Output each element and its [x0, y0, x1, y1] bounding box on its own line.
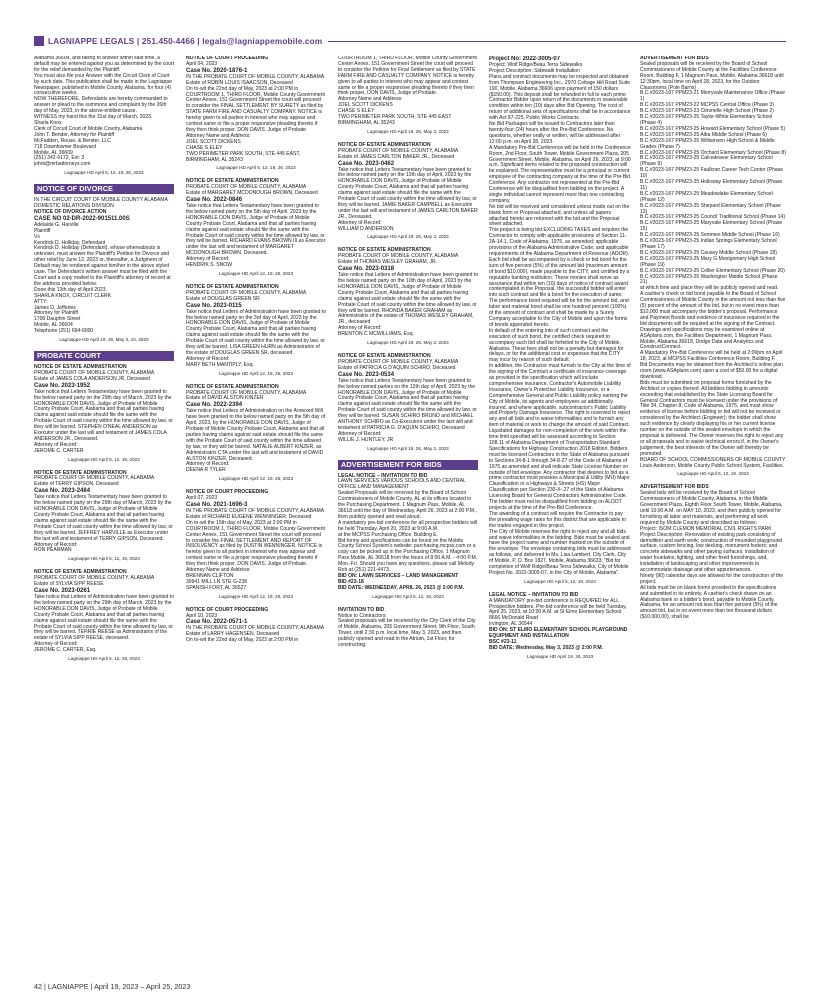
notice-line: NOTICE OF COURT PROCEEDING [186, 606, 269, 613]
notice-line: Estate of JAMES COLA ANDERSON JR, Deceased [34, 375, 150, 382]
publication-stamp: Lagniappe HD April 19, 26, May 3, 2023 [367, 234, 449, 240]
notice-line: Case No. 2023-0462 [338, 160, 395, 167]
notice-line: NOTICE OF ESTATE ADMINISTRATION [338, 352, 431, 359]
legal-notice [34, 56, 174, 176]
notice-line: April 10, 2023 [186, 612, 218, 619]
legal-notice [186, 285, 326, 377]
notice-line: B.C.#2023-167 PPM23-25 Maryvale Elementary School (Phase 15) [640, 220, 783, 233]
notice-line: Estate of RICHARD EUGENE WENNINGER, Deceased [186, 513, 312, 520]
notice-line: Attorney of Record: [34, 541, 78, 548]
publication-stamp: Lagniappe HD April 5, 12, 19, 2023 [524, 578, 596, 584]
header-square-icon [34, 36, 44, 46]
legal-notice [489, 56, 631, 585]
notice-line: Take notice that Letters Testamentary have been granted to the below named parties on the 12th day of April, 2023 by the HONORABLE DON DAVIS, Judge of Probate of Mobile County Probate Court, Alabama and that all parties having claims against said estate should file the same with the Probate Court of said county within the time allowed by law, or they will be barred. SUSAN SCHIRO BRUNO and MICHAEL ANTHONY SCHIRO as Co-Executors under the last will and testament of PATRICIA G. D'AQUIN SCHIRO, Deceased [338, 377, 477, 431]
publication-stamp: Lagniappe HD April 12, 19, 26, 2023 [218, 370, 294, 376]
notice-line: Sealed bids will be received by the Board of School Commissioners of Mobile County, Alabama, in the Middle Government Plaza, Eighth Floor South Tower, Mobile, Alabama, until 10:00 A.M. on MAY 10, 2023, and then publicly opened for furnishing all labor and materials, and performing all work required by Mobile County and described as follows: [640, 490, 783, 526]
notice-line: Mobile, AL 36604 [34, 322, 73, 329]
notice-line: Estate of SYLVIA SIPP REESE [34, 581, 104, 588]
notice-line: HENDRIK S. SNOW [186, 262, 232, 269]
notice-line: RON PEARMAN [34, 547, 72, 554]
notice-line: In addition, the Contractor must furnish to the City at the time of the signing of the Contract a certificate of insurance coverage as provided in the specification which will include comprehensive insurance, Contractor's Automobile Liability Insurance, Owner's Protective Liability Insurance, or a Comprehensive General and Public Liability policy naming the City of Mobile, its agents and employees as additionally insured, and where applicable, subcontractor's Public Liability and Property Damage Insurance. The right is reserved to reject any and all bids and to waive informalities and to furnish any item of material or work to change the amount of said Contract. Liquidated damages for non-completion of the work within the time limit specified will be assessed according to Section 108.11 of Alabama Department of Transportation Standard Specifications for Highway Construction 2018 Edition. Bidders must be licensed Contractors in the State of Alabama pursuant to Sections 34-8-1 through 34-8-27 of the Code of Alabama of 1975 as amended and shall indicate State License Number on outside of bid envelope. Any contractor that desires to bid as a prime contractor must possess a Municipal & Utility (MU) Major Classification or a Highways & Streets (HS) Major Classification per Section 230-X-.27 of the State of Alabama Licensing Board for General Contractors Administrative Code. The bidder must not be disqualified from bidding on ALDOT projects at the time of the Pre-Bid Conference. [489, 363, 631, 511]
notice-line: B.C.#2023-167 PPM23-25 Council Traditional School (Phase 14) [640, 214, 786, 221]
notice-line: A Mandatory Pre-Bid Conference will be held in the Conference Room, 2nd Floor, South Tower, Mobile Government Plaza, 205 Government Street, Mobile, Alabama, on April 26, 2023, at 9:00 a.m. Significant items related to the proposed construction will be explained. The representative must be a principal or current employee of the contracting company at the time of the Pre-Bid Conference. Any contractor not represented at the Pre-Bid Conference will be disqualified from bidding on the project. A single individual cannot represent more than one contracting company. [489, 144, 631, 204]
notice-line: COURTROOM 1, THIRD FLOOR, Mobile County Government Center Annex, 151 Government Street the court will proceed to consider the Petition for Final Settlement as filed by STATE FARM FIRE AND CASUALTY COMPANY. NOTICE is hereby given to all parties in interest who may appear and contest same or file a proper responsive pleading thereto if they then think proper. DON DAVIS, Judge of Probate. [338, 56, 477, 97]
notice-line: Bid Documents may be obtained from the Architect's online plan room (www.ASAplans.com) upon a cost of $50.00 for a digital download. [640, 362, 783, 380]
notice-line: Attorney Name and Address: [338, 96, 403, 103]
notice-line: Louis Anderson, Mobile County Public School System, Facilities. [640, 462, 784, 469]
legal-notice [34, 570, 174, 662]
publication-stamp: Lagniappe HD April 5, 12, 19, 2023 [68, 456, 140, 462]
notice-line: Take notice that Letters of Administration have been granted to the below named party on the 10th day of April, 2023 by the HONORABLE DON DAVIS, Judge of Probate of Mobile County Probate Court, Alabama and that all parties having claims against said estate should file the same with the Probate Court of said county within the time allowed by law, or they will be barred. RHONDA BAKER GRAHAM as Administratrix of the estate of THOMAS WESLEY GRAHAM, JR., deceased [338, 272, 478, 326]
notice-line: Bid forms and specifications can be found on the Mobile County School System's website: purchasing.mcpss.com or a copy can be picked up in the Purchasing Office, 1 Magnum Pass Mobile, AL 36618 from the hours of 8:00 A.M. - 4:00 P.M. [338, 537, 478, 562]
section-heading-divorce: NOTICE OF DIVORCE [34, 184, 174, 194]
notice-line: Project Description: Sidewalk Installation [489, 67, 580, 74]
legal-notice [640, 56, 786, 477]
notice-line: Estate of ROBIN LOUIS ISAACSON, Deceased [186, 79, 293, 86]
notice-line: NOTICE OF ESTATE ADMINISTRATION [186, 283, 279, 290]
notice-line: BRENNAN CLIFTON [186, 572, 234, 579]
notice-line: B.C.#2023-167 PPM23-25 Calcedeaver Elementary School (Phase 9) [640, 155, 773, 168]
column-1 [34, 56, 174, 968]
notice-line: Take notice that Letters of Administration have been granted to the below named party on the 29th day of March, 2023 by the HONORABLE DON DAVIS, Judge of Probate of Mobile County Probate Court, Alabama and that all parties having claims against said estate should file the same with the Probate Court of said county within the time allowed by law, or they will be barred. TERRIE REESE as Administratrix of the estate of SYLVIA SIPP REESE, deceased. [34, 593, 174, 642]
notice-line: Case No. 2023-2484 [34, 488, 91, 495]
notice-line: Kendrick D. Holliday, Defendant [34, 239, 106, 246]
notice-line: 718 Downtowner Boulevard [34, 143, 97, 150]
notice-line: NOTICE OF COURT PROCEEDING [186, 56, 269, 61]
notice-line: B.C.#2023-167 PPM23-25 Semmes Middle School (Phase 16) [640, 232, 780, 239]
notice-line: BOARD OF SCHOOL COMMISSIONERS OF MOBILE COUNTY [640, 456, 786, 463]
notice-line: Vs [34, 233, 40, 240]
notice-line: B.C.#2023-167 PPM23-25 Taylor-White Elementary School (Phase 4) [640, 114, 773, 126]
column-5 [640, 56, 786, 968]
notice-line: B.C.#2023-167 PPM23-25 Mary G Montgomery High School (Phase 19) [640, 255, 776, 268]
notice-line: BSC #23-11 [489, 639, 517, 645]
notice-line: JEROME C. CARTER [34, 447, 84, 454]
publication-stamp: Lagniappe HD April 5, 12, 19, 2023 [68, 556, 140, 562]
notice-line: Done this 13th day of April 2023. [34, 286, 107, 293]
notice-line: BID ON: ST ELMO ELEMENTARY SCHOOL PLAYGROUND EQUIPMENT AND INSTALLATION [489, 627, 628, 640]
notice-line: PROBATE COURT OF MOBILE COUNTY, ALABAMA [338, 253, 459, 260]
notice-line: Sharla Knox [34, 119, 62, 126]
column-2 [186, 56, 326, 968]
notice-line: JOEL SCOTT DICKENS [338, 102, 393, 109]
legal-notice [34, 471, 174, 563]
notice-line: B.C.#2023-167 PPM23-25 Shepard Elementary School (Phase 13) [640, 202, 781, 215]
notice-line: Case No. 2023-0261 [34, 587, 91, 594]
section-heading-probate: PROBATE COURT [34, 351, 174, 361]
notice-line: LEGAL NOTICE – INVITATION TO BID [338, 472, 428, 479]
legal-notice [186, 179, 326, 277]
notice-line: at which time and place they will be publicly opened and read. [640, 285, 779, 292]
publication-stamp: Lagniappe HD April 19, 26, May 3, 2023 [367, 128, 449, 134]
notice-line: Take notice that Letters Testamentary have been granted to the below named party on the 5th day of April, 2023 by the HONORABLE DON DAVIS, Judge of Probate of Mobile County Probate Court, Alabama and that all parties having claims against said estate should file the same with the Probate Court of said county within the time allowed by law, or they will be barred. RICHARD EVANS BROWN III as Executor under the last will and testament of MARGARET MCDONOUGH BROWN, Deceased. [186, 203, 326, 257]
legal-notice [34, 198, 174, 343]
notice-line: John T. Bender, Attorney for Plaintiff [34, 131, 115, 138]
notice-line: B.C.#2023-167 PPM23-23 Citronelle High School (Phase 2) [640, 108, 774, 115]
publication-stamp: Lagniappe HD April 19, 26, May 3, 2023 [367, 445, 449, 451]
notice-line: B.C.#2023-167 PPM23-25 Faulkner Career Tech Center (Phase 10) [640, 167, 783, 180]
publication-stamp: Lagniappe HD April 19, 26, May 3, 2023 [367, 340, 449, 346]
notice-line: BID DATE: WEDNESDAY, APRIL 26, 2023 @ 2:00 P.M. [338, 584, 464, 591]
notice-line: B.C.#2023-167 PPM23-25 Williamson High School & Middle Grades (Phase 7) [640, 137, 775, 150]
notice-line: Take notice that Letters Testamentary have been granted to the below named party on the 29th day of March, 2023 by the HONORABLE DON DAVIS, Judge of Probate of Mobile County Probate Court, Alabama and that all parties having claims against said estate should file the same with the Probate Court of said county within the time allowed by law, or they will be barred. JEFFREY HARVILLE as Executor under the last will and testament of TERRY GIPSON, Deceased. [34, 494, 173, 542]
page-footer: 42 | LAGNIAPPE | April 19, 2023 – April 25, 2023 [34, 982, 191, 991]
notice-line: BIRMINGHAM, AL 35243 [338, 119, 395, 126]
notice-line: 30941 MILL LN STE G-238 [186, 578, 247, 585]
notice-line: johnt@mrbattorneys.com [34, 161, 91, 168]
notice-line: Case No. 2023-0534 [338, 371, 395, 378]
notice-line: NOW THEREFORE, Defendants are hereby commanded to answer or plead to the summons and complaint by the 26th day of May, 2023, in the above-entitled cause. [34, 96, 168, 115]
notice-line: ADVERTISEMENT FOR BIDS [640, 56, 709, 61]
notice-line: Attorney Name and Address: [186, 567, 251, 574]
legal-notice [186, 490, 326, 599]
notice-line: Case No. 2022-0846 [186, 197, 243, 204]
notice-line: Project No: 2022-3005-07 [489, 56, 561, 62]
notice-line: Estate of MARGARET MCDONOUGH BROWN, Deceased [186, 190, 318, 197]
notice-line: B.C.#2023-167 PPM23-22 MCPSS Central Office (Phase 3) [640, 102, 774, 109]
notice-line: TWO PERIMETER PARK SOUTH, STE 445 EAST, BIRMINGHAM, AL 35243 [186, 150, 301, 163]
notice-line: McFadden, Rouse, & Bender, LLC [34, 137, 111, 144]
notice-line: Sealed Proposals will be received by the Board of School Commissioners of Mobile County, AL at its offices located in the Purchasing Department, 1 Magnum Pass, Mobile, AL 36618 until the day of Wednesday, April 26, 2023 at 2:00 P.M., then publicly opened and read aloud. [338, 490, 477, 520]
notice-line: Project Description: Renovation of existing park consisting of demolition and earth work; construction of mounded playground surface, custom fencing, low decking, monument footers; and concrete sidewalks and other paving surfaces; installation of water fountains, lighting, and other fixed furnishings, and, installation of landscaping and other improvements to accommodate drainage and other appurtenances. [640, 531, 783, 574]
publication-stamp: Lagniappe HD April 5, 12, 19, 2023 [372, 593, 444, 599]
notice-line: CASE NO 02-DR-2022-901511.00S [34, 215, 130, 222]
notice-line: Attorney for Plaintiff [34, 310, 78, 317]
notice-line: Attorney of Record: [338, 430, 382, 437]
notice-line: Estate of JAMES CARLTON BAKER JR., Deceased [338, 153, 455, 160]
notice-line: WILLIE J. HUNTLEY, JR [338, 436, 394, 443]
notice-line: Sealed proposals will be received by the City Clerk of the City of Mobile, Alabama, 205 Government Street, 9th Floor, South Tower, until 2:30 p.m. local time, May 3, 2023, and then publicly opened and read in the Atrium, 1st Floor, for constructing: [338, 618, 476, 649]
notice-line: B.C.#2023-167 PPM23-25 Collier Elementary School (Phase 20) [640, 267, 785, 274]
notice-line: IN THE PROBATE COURT OF MOBILE COUNTY, ALABAMA [186, 508, 325, 514]
legal-notice [489, 593, 631, 660]
notice-line: Each bid shall be accompanied by a check or bid bond for the sum of five percent (5%) of the amount bid (maximum amount of bond $10,000), made payable to the CITY, and certified by a reputable banking institution. These monies shall serve as assurance that within ten (10) days of notice of contract award contemplated in the Proposal, the successful bidder will enter into such contract and file a bond for the execution of same. [489, 256, 630, 299]
section-heading-bids: ADVERTISEMENT FOR BIDS [338, 460, 478, 470]
notice-line: Mobile, AL 36609 [34, 149, 73, 156]
notice-line: LAWN SERVICES VARIOUS SCHOOLS AND CENTRAL OFFICE LAND MANAGEMENT [338, 478, 466, 491]
notice-line: B.C.#2023-167 PPM23-25 Howard Elementary School (Phase 5) [640, 125, 786, 132]
legal-notice [338, 248, 478, 346]
notice-line: B.C.#2023-167 PPM23-25 Orchard Elementary School (Phase 8) [640, 149, 786, 156]
notice-line: Ninety (90) calendar days are allowed for the construction of the project. [640, 572, 784, 585]
publication-stamp: Lagniappe HD April 12, 19, 26, 2023 [218, 593, 294, 599]
notice-line: Case No. 2023-1952 [34, 382, 91, 389]
notice-line: The City of Mobile reserves the right to reject any and all bids and waive informalities in the bidding. Bids must be sealed and have the project name and number marked on the outside of the envelope. The envelope containing bids must be addressed as follows, and delivered to Ms. Lisa Lambert, City Clerk, City of Mobile, P. O. Box 1827, Mobile, Alabama 36633; "Bid for completion of Wolf Ridge/Beau Terra Sidewalks, City of Mobile Project No. 2022-3005-07, in the City of Mobile, Alabama". [489, 528, 631, 576]
legal-notice [338, 143, 478, 241]
notice-line: NOTICE OF ESTATE ADMINISTRATION [338, 141, 431, 148]
column-3 [338, 56, 478, 968]
notice-line: The awarding of a contract will require the Contractor to pay the prevailing wage rates for this district that are applicable to the trades engaged in this project. [489, 510, 626, 529]
notice-line: 1706 Dauphin Street [34, 316, 81, 323]
notice-line: Attorney of Record: [34, 641, 78, 648]
notice-line: MARY BETH MANTIPLY, Esq. [186, 361, 254, 368]
notice-line: Estate of PATRICIA G D'AQUIN SCHIRO, Deceased [338, 364, 456, 371]
notice-line: PROBATE COURT OF MOBILE COUNTY, ALABAMA [338, 358, 459, 365]
notice-line: Case No. 2021-1696-3 [186, 502, 248, 508]
notice-line: You must also file your Answer with the Circuit Clerk of Court by such date. This publication shall be made in the Lagniappe Newspaper, published in Mobile County, Alabama, for four (4) consecutive weeks. [34, 72, 172, 97]
notice-line: LEGAL NOTICE – INVITATION TO BID [489, 591, 579, 598]
notice-line: James D. Jefferies [34, 304, 76, 311]
legal-notice [338, 474, 478, 600]
notice-line: PROBATE COURT OF MOBILE COUNTY, ALABAMA [34, 475, 155, 482]
notice-line: Bids must be submitted on proposal forms furnished by the Architect or copies thereof. All bidders bidding in amounts exceeding that established by the State Licensing Board for General Contractors must be licensed under the provisions of Title 34, Chapter 8, Code of Alabama, 1975, and must show evidence of license before bidding or bid will not be received or considered by the Architect (Engineer); the bidder shall show such evidence by clearly displaying his or her current license number on the outside of the sealed envelope in which the proposal is delivered. The Owner reserves the right to reject any or all proposals and to waive technical errors if, in the Owner's judgement, the best interests of the Owner will thereby be promoted. [640, 379, 784, 457]
notice-line: SHARLA KNOX, CIRCUIT CLERK [34, 292, 112, 299]
notice-line: Case No. 2022-0571-1 [186, 619, 248, 626]
notice-line: Take notice that Letters of Administration on the Annexed Will have been granted to the below named party on the 5th day of April, 2023, by the HONORABLE DON DAVIS, Judge of Probate of Mobile County Probate Court, Alabama and that all parties having claims against said estate should file the same with the Probate Court of said county within the time allowed by law, or they will be barred. NATALIE ALBERT KINZER, as Administratrix CTA under the last will and testament of DAVID ALSTON KINZER, Deceased. [186, 408, 326, 462]
publication-stamp: Lagniappe HD April 5, 12, 19, 2023 [68, 656, 140, 662]
notice-line: BID DATE: Wednesday, May 3, 2023 @ 2:00 P.M. [489, 644, 603, 651]
notice-line: NOTICE OF ESTATE ADMINISTRATION [338, 247, 431, 254]
header-text: LAGNIAPPE LEGALS | 251.450-4466 | legals@lagniappemobile.com [48, 36, 323, 46]
notice-line: A MANDATORY pre-bid conference is REQUIRED for ALL Prospective bidders. Pre-bid conference will be held Tuesday, April 25, 2023, at 10:00 A.M. at St Elmo Elementary School [489, 597, 627, 616]
publication-stamp: Lagniappe HD April 5, 12, 19, 26, 2023 [216, 165, 296, 171]
notice-line: NOTICE OF ESTATE ADMINISTRATION [186, 383, 279, 390]
notice-line: at the MCPSS Purchasing Office, Building E. [338, 531, 439, 538]
notice-line: Estate of DOUGLAS GREEN SR [186, 295, 260, 302]
notice-line: PROBATE COURT OF MOBILE COUNTY, ALABAMA [186, 389, 307, 396]
notice-line: NOTICE OF ESTATE ADMINISTRATION [186, 178, 279, 185]
notice-line: Mon.-Fri. Should you have any questions, please call Melody Roh at (251) 221-4473. [338, 561, 475, 574]
notice-line: PROBATE COURT OF MOBILE COUNTY, ALABAMA [338, 147, 459, 154]
legal-notice [640, 485, 786, 621]
legal-notice [186, 608, 326, 645]
notice-line: Attorney of Record: [186, 355, 230, 362]
notice-line: Clerk of Circuit Court of Mobile County, Alabama [34, 125, 143, 132]
notice-line: TWO PERIMETER PARK SOUTH, STE 445 EAST [338, 114, 452, 121]
notice-line: Adelaide G. Harville [34, 221, 79, 228]
notice-line: Plans and contract documents may be inspected and obtained from Thompson Engineering Inc., 2970 Cottage Hill Road Suite 190, Mobile, Alabama 36606 upon payment of 150 dollars ($150.00). This deposit shall be refunded in full to each prime Contractor Bidder upon return of the documents in reasonable condition within ten (10) days after Bid Opening. The cost of return of additional sets of specifications shall be in accordance with Act 97-225, Public Works Contracts. [489, 73, 631, 122]
notice-line: This project is being bid EXCLUDING TAXES and requires the Contractor to comply with applicable provisions of Section 11-2A-14.1, Code of Alabama, 1975, as amended; applicable provisions of the Alabama Administrative Code; and applicable requirements of the Alabama Department of Revenue (ADOR). [489, 227, 630, 257]
legal-notice [34, 365, 174, 463]
notice-line: Plaintiff [34, 227, 51, 234]
notice-line: On to-wit the 22nd day of May, 2023 at 2:00 PM in COURTROOM 1, THIRD FLOOR, Mobile County Government Center Annex, 151 Government Street the court will proceed to consider the FINAL SETTLEMENT BY SURETY as filed by STATE FARM FIRE AND CASUALTY COMPANY. NOTICE is hereby given to all parties in interest who may appear and contest same or file a proper responsive pleading thereto if they then think proper. DON DAVIS, Judge of Probate [186, 85, 325, 133]
notice-line: BID #23-18 [338, 578, 364, 585]
notice-line: (251) 342-9172, Ext: 3 [34, 155, 85, 162]
notice-line: Project: Wolf Ridge/Beau Terra Sidewalks [489, 62, 583, 68]
notice-line: Case No. 2023-0318 [338, 266, 395, 273]
notice-line: A mandatory pre-bid conference for all prospective bidders will be held Thursday, April 20, 2023 at 9:00 A.M. [338, 519, 478, 532]
notice-line: B.C.#2023-167 PPM23-25 Meadowlake Elementary School (Phase 12) [640, 190, 773, 203]
notice-line: Estate of LARRY HAGENSEN, Deceased [186, 631, 280, 638]
notice-line: Drawings and specifications may be examined online at ASAplans.com, the Facilities Department, 1 Magnum Pass, Mobile, Alabama 36618, Dodge Data and Analytics and ConstructConnect. [640, 326, 773, 351]
notice-line: Sealed proposals will be received by the Board of School Commissioners of Mobile County at the Facilities Conference Room, Building F, 1 Magnum Pass, Mobile, Alabama 36618 until 12:30pm, local time on April 28, 2023, for the Outdoor Classrooms (Pole Barns) [640, 60, 784, 91]
notice-line: April 04, 2023 [186, 60, 218, 67]
notice-line: Case No. 2022-2394 [186, 402, 243, 409]
legal-notice [186, 385, 326, 483]
legal-notice [338, 608, 478, 649]
notice-line: No bid will be received and considered unless made out on the blank form or Proposal attached, and unless all papers attached hereto are returned with the bid and the Proposal sheet attached. [489, 203, 630, 228]
notice-line: DEENA R TYLER [186, 467, 226, 474]
notice-line: CHASE S ELEY [186, 144, 223, 151]
notice-line: April 07, 2023 [186, 495, 218, 502]
notice-line: Attorney of Record: [34, 441, 78, 448]
notice-line: In default of the entering into of such contract and the execution of such bond, the certified check required to accompany such bid shall be forfeited to the City of Mobile, Alabama. These fees shall not be a penalty but damages for delays, or for the additional cost or expenses that the CITY may incur by reason of such default. [489, 327, 624, 364]
notice-line: B.C.#2023-167 PPM23-25 Alba Middle School (Phase 6) [640, 131, 767, 138]
notice-line: NOTICE OF ESTATE ADMINISTRATION [34, 469, 127, 476]
legal-notice [186, 56, 326, 171]
notice-line: WITNESS my hand this the 31st day of March, 2023. [34, 114, 153, 121]
notice-line: Telephone (251) 694-6000 [34, 328, 94, 335]
publication-stamp: Lagniappe HD April 5, 12, 19, 26, 2023 [64, 170, 144, 176]
notice-line: Take notice that Letters of Administration have been granted to the below named party on the 3rd day of April, 2023 by the HONORABLE DON DAVIS, Judge of Probate of Mobile County Probate Court, Alabama and that all parties having claims against said estate should file the same with the Probate Court of said county within the time allowed by law, or they will be barred. LISA GREEN HURN as Administratrix of the estate of DOUGLAS GREEN SR, deceased. [186, 308, 326, 356]
notice-line: Case No. 2023-0115 [186, 302, 242, 309]
notice-line: B.C.#2023-167 PPM23-25 Indian Springs Elementary School (Phase 17) [640, 238, 777, 250]
notice-line: NOTICE OF ESTATE ADMINISTRATION [34, 569, 127, 576]
notice-line: Project: ISOM CLEMON MEMORIAL CIVIL RIGHTS PARK [640, 525, 772, 532]
notice-line: Notice to Contractors: [338, 612, 387, 619]
notice-line: IN THE CIRCUIT COURT OF MOBILE COUNTY ALABAMA [34, 197, 168, 204]
publication-stamp: Lagniappe HD April 12, 19, 26, 2023 [218, 271, 294, 276]
notice-line: NOTICE OF DIVORCE ACTION [34, 208, 107, 215]
notice-line: PROBATE COURT OF MOBILE COUNTY, ALABAMA [34, 575, 155, 582]
notice-line: JEROME C. CARTER, Esq. [34, 647, 97, 654]
legal-notice [338, 56, 478, 135]
notice-line: B.C.#2023-167 PPM23-25 Holloway Elementary School (Phase 11) [640, 179, 783, 191]
publication-stamp: Lagniappe HD April 12, 19, 26, 2023 [218, 476, 294, 482]
page-header [34, 34, 786, 48]
notice-line: PROBATE COURT OF MOBILE COUNTY, ALABAMA [34, 369, 155, 376]
notice-line: Attorney of Record: [338, 325, 382, 332]
notice-line: Attorney of Record: [338, 219, 382, 226]
publication-stamp: Lagniappe HD April 5, 12, 19, 2023 [677, 471, 749, 477]
notice-line: B.C.#2023-167 PPM23-25 Washington Middle School (Phase 21) [640, 273, 778, 286]
notice-line: No Bid Packages will be issued to Contractors later than twenty-four (24) hours after the Pre-Bid Conference. No questions, whether orally or written, will be addressed after 12:00 p.m. on April 28, 2023. [489, 121, 621, 145]
notice-line: A Mandatory Pre-Bid Conference will be held at 2:00pm on April 18, 2023, at MCPSS Facilities Conference Room, Building F. [640, 350, 783, 363]
notice-line: On to-wit the 15th day of May, 2023 at 2:00 PM in COURTROOM 1, THIRD FLOOR, Mobile County Government Center Annex, 151 Government Street the court will proceed to consider the FINAL SETTLEMENT AND REPORT OF INSOLVENCY as filed by DUSTIN WENNINGER. NOTICE is hereby given to all parties in interest who may appear and contest same or file a proper responsive pleading thereto if they then think proper. DON DAVIS, Judge of Probate. [186, 519, 325, 568]
notice-line: NOTICE OF COURT PROCEEDING [186, 489, 269, 496]
notice-line: BRENTON C MCWILLIAMS, Esq. [338, 331, 414, 338]
notice-line: IN THE PROBATE COURT OF MOBILE COUNTY, ALABAMA [186, 73, 325, 80]
notice-line: PROBATE COURT OF MOBILE COUNTY, ALABAMA [186, 184, 307, 191]
notice-line: Take notice that Letters Testamentary have been granted to the below named party on the 12th day of April, 2023 by the HONORABLE DON DAVIS, Judge of Probate of Mobile County Probate Court, Alabama and that all parties having claims against said estate should file the same with the Probate Court of said county within the time allowed by law, or they will be barred. JAMIE BAKER CAMPBELL as Executrix under the last will and testament of JAMES CARLTON BAKER JR., Deceased. [338, 166, 478, 220]
notice-line: On to-wit the 22nd day of May, 2023 at 2:00 PM in [186, 637, 299, 644]
publication-stamp: Lagniappe HD April 19, 26, May 3, 10, 2023 [59, 337, 149, 343]
notice-line: NOTICE OF ESTATE ADMINISTRATION [34, 363, 127, 370]
notice-line: Estate of TERRY GIPSON, Deceased [34, 481, 119, 488]
notice-line: Attorney of Record: [186, 256, 230, 263]
notice-line: Kendrick D. Holliday (Defendant), whose whereabouts is unknown, must answer the Plaintiff's Petition for Divorce and other relief by June 12, 2023 or, thereafter, a Judgment of Default may be rendered against him/her in the above styled case. The Defendant's written answer must be filed with the Court and a copy mailed to the Plaintiff's attorney of record at the address provided below. [34, 245, 171, 287]
notice-line: ATTY: [34, 298, 48, 305]
notice-line: DOMESTIC RELATIONS DIVISION [34, 203, 114, 210]
notice-line: PROBATE COURT OF MOBILE COUNTY, ALABAMA [186, 289, 307, 296]
notice-line: INVITATION TO BID [338, 606, 385, 613]
notice-line: BID ON: LAWN SERVICES – LAND MANAGEMENT [338, 572, 459, 579]
notice-line: B.C.#2023-167 PPM23-21 Morryvale Maintenance Office (Phase 1) [640, 90, 785, 103]
notice-line: B.C.#2023-167 PPM23-25 Causey Middle School (Phase 18) [640, 249, 777, 256]
column-4 [489, 56, 631, 968]
notice-line: Attorney of Record: [186, 461, 230, 468]
notice-line: Alabama 36609, and failing to answer within said time, a default may be entered against you as determined by the court for the relief demanded by the Plaintiff. [34, 56, 174, 73]
notice-line: The performance bond required will be for the amount bid, and labor and material bond shall be one hundred percent (100%) of the amount of contract and shall be made by a Surety Company acceptable to the City of Mobile and upon the forms of bonds appended hereto. [489, 298, 629, 328]
notice-line: IN THE PROBATE COURT OF MOBILE COUNTY, ALABAMA [186, 625, 325, 632]
notice-line: ADVERTISEMENT FOR BIDS [640, 484, 709, 491]
notice-line: Case No. 2020-1876-1 [186, 67, 248, 74]
notice-line: CHASE S ELEY [338, 108, 375, 115]
notice-line: JOEL SCOTT DICKENS [186, 138, 241, 145]
notice-line: A cashier's check or bid bond payable to the Board of School Commissioners of Mobile County in the amount not less than five (5) percent of the amount of the bid, but in no event more than $10,000 must accompany the bidder's proposal. Performance and Payment Bonds and evidence of insurance required in the bid documents will be required at the signing of the Contract. [640, 291, 786, 327]
notice-line: Estate of THOMAS WESLEY GRAHAM, JR. [338, 259, 438, 266]
notice-line: SPANISH FORT, AL 36527 [186, 584, 247, 591]
header-rule [328, 41, 786, 42]
notice-line: 8666 McDonald Road [489, 615, 538, 622]
notice-line: Attorney Name and Address: [186, 132, 251, 139]
legal-notice [338, 354, 478, 452]
notice-line: Estate of DAVID ALSTON KINZER [186, 395, 264, 402]
publication-stamp: Lagniappe HD April 19, 26, 2023 [526, 653, 594, 659]
notice-line: Irvington, AL 36544 [489, 621, 533, 628]
notice-line: All bids must be on blank forms provided in the specifications and submitted in its entirety. A cashier's check drawn on an Alabama bank or a bidder's bond, payable to Mobile County, Alabama, for an amount not less than five percent (5%) of the amount bid, but in no event more than ten thousand dollars ($10,000.00), shall be [640, 584, 778, 621]
notice-line: Take notice that Letters Testamentary have been granted to the below named party on the 29th day of March, 2023 by the HONORABLE DON DAVIS, Judge of Probate of Mobile County Probate Court, Alabama and that all parties having claims against said estate should file the same with the Probate Court of said county within the time allowed by law, or they will be barred. STEPHEN O'NEAL ANDERSON as Executor under the last will and testament of JAMES COLA ANDERSON JR., Deceased. [34, 388, 173, 442]
notice-line: WILLIAM D ANDERSON [338, 225, 394, 232]
